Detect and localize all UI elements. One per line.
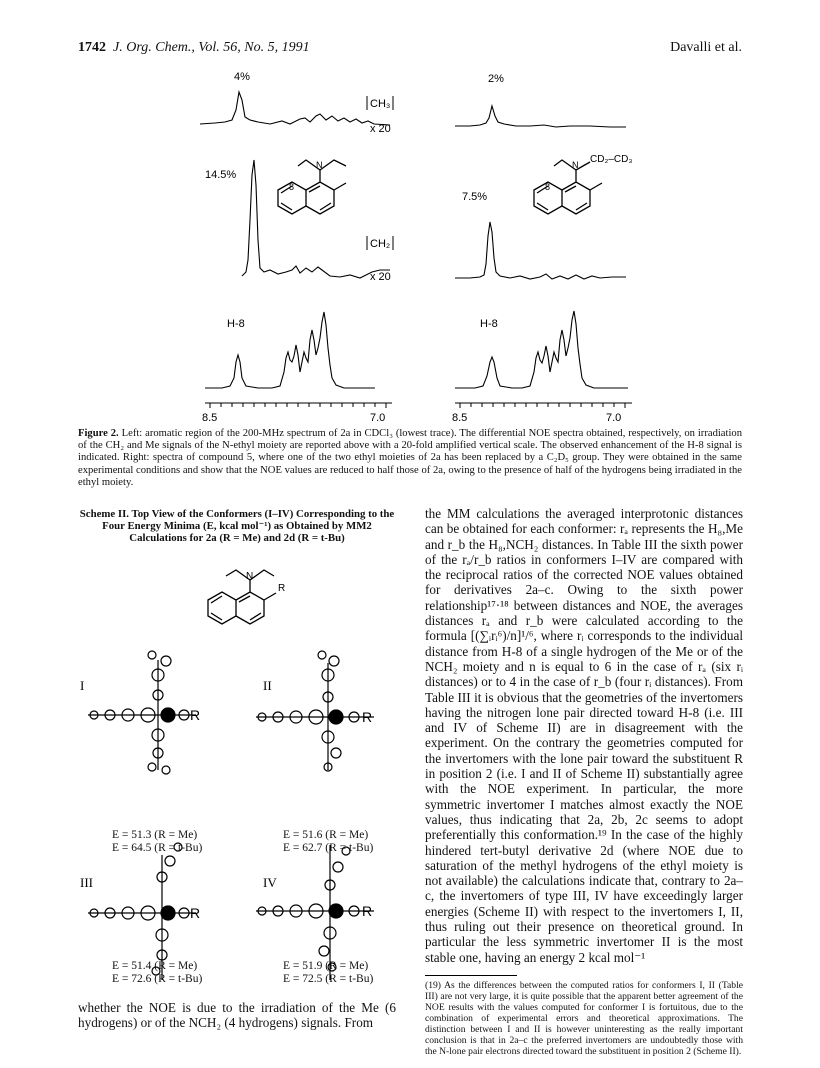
right-me-percent: 2%: [488, 73, 504, 85]
left-h8-label: H-8: [227, 318, 245, 330]
left-me-label: CH₃: [370, 98, 391, 110]
conformer-IV-label: IV: [263, 875, 277, 890]
left-molecule-atom-N: N: [316, 160, 323, 170]
left-column-bottom-text: whether the NOE is due to the irradiation of the Me (6 hydrogens) or of the NCH₂ (4 hydrogens) signals. From: [78, 1000, 396, 1031]
left-axis-label-left: 8.5: [202, 412, 218, 424]
left-ch2-percent: 14.5%: [205, 169, 237, 181]
footnote-rule: [425, 975, 517, 976]
right-axis-label-left: 8.5: [452, 412, 468, 424]
conformer-IV-energy-tbu: E = 72.5 (R = t-Bu): [283, 973, 374, 985]
figure-2-caption: [78, 428, 742, 489]
left-ch2-label: CH₂: [370, 238, 391, 250]
conformer-II-drawing: [256, 651, 374, 771]
right-column-body: the MM calculations the averaged interprotonic distances can be obtained for each conformer: rₐ represents the H₈,Me and r_b the H₈,NCH₂ distances. In Table III the sixth power of the rₐ/r_b ratios in conformers I–IV are compared with the reciprocal ratios of the corrected NOE values obtained for derivatives 2a–c. Owing to the sixth power relationship¹⁷·¹⁸ between distances and NOE, the averages distances rₐ and r_b were calculated according to the formula [(∑ᵢrᵢ⁶)/n]¹/⁶, where rᵢ corresponds to the individual distance from H-8 of a single hydrogen of the Me or of the NCH₂ moiety and n is equal to 6 in the case of rₐ (six rᵢ distances) or to 4 in the case of r_b (four rᵢ distances). From Table III it is obvious that the geometries of the invertomers having the nitrogen lone pair directed toward H-8 (i.e. III and IV of Scheme II) are in disagreement with the experiment. On the contrary the geometries computed for the invertomers with the lone pair toward the substituent R in position 2 (i.e. I and II of Scheme II) substantially agree with the NOE experiment. In particular, the more symmetric invertomer I matches almost exactly the NOE values, thus indicating that 2a, 2b, 2c seems to adopt preferentially this conformation.¹⁹ In the case of the highly hindered tert-butyl derivative 2d (where NOE due to saturation of the methyl hydrogens of the ethyl moiety is not available) the calculations indicate that, contrary to 2a–c, the invertomers of type III, IV have exceedingly larger energies (Scheme II) with respect to the invertomers I, II, thus ruling out their presence on theoretical ground. In particular the less symmetric invertomer II is the most stable one, having an energy 2 kcal mol⁻¹: [425, 506, 743, 965]
scheme-atom-R: R: [278, 583, 286, 594]
scheme-atom-N: N: [246, 571, 254, 582]
conformer-II-energies: [283, 829, 373, 855]
right-molecule-atom-8: 8: [545, 182, 551, 192]
scheme-2-title: Scheme II. Top View of the Conformers (I–IV) Corresponding to the Four Energy Minima (E, kcal mol⁻¹) as Obtained by MM2 Calculations for 2a (R = Me) and 2d (R = t-Bu): [79, 508, 395, 544]
conformer-III-energies: [112, 960, 202, 986]
conformer-I-R: R: [190, 707, 201, 723]
conformer-II-R: R: [362, 709, 373, 725]
conformer-IV-energies: [283, 960, 373, 986]
conformer-I-label: I: [80, 678, 85, 693]
left-me-scale: x 20: [370, 123, 391, 135]
conformer-III-energy-tbu: E = 72.6 (R = t-Bu): [112, 973, 203, 985]
figure-2: [0, 60, 820, 425]
left-axis-label-right: 7.0: [370, 412, 386, 424]
conformer-I-energy-me: E = 51.3 (R = Me): [112, 829, 198, 841]
conformer-III-label: III: [80, 875, 93, 890]
conformer-IV-energy-me: E = 51.9 (R = Me): [283, 960, 369, 972]
conformer-III-R: R: [190, 905, 201, 921]
conformer-I-energies: [112, 829, 202, 855]
figure-2-label: Figure 2.: [78, 428, 119, 439]
conformer-III-energy-me: E = 51.4 (R = Me): [112, 960, 198, 972]
right-molecule-cd-label: CD₂–CD₃: [590, 154, 633, 165]
conformer-I-drawing: [88, 651, 196, 774]
scheme-2-drawing: [78, 555, 408, 995]
running-header: [78, 40, 742, 60]
conformer-II-label: II: [263, 678, 272, 693]
conformer-II-energy-me: E = 51.6 (R = Me): [283, 829, 369, 841]
right-ch2-trace: [455, 222, 626, 279]
left-ch2-scale: x 20: [370, 271, 391, 283]
conformer-I-energy-tbu: E = 64.5 (R = t-Bu): [112, 842, 203, 854]
right-column: [425, 506, 743, 1057]
left-column: [78, 508, 396, 544]
journal-volume: Vol. 56, No. 5, 1991: [198, 40, 310, 55]
conformer-IV-R: R: [362, 903, 373, 919]
conformer-II-energy-tbu: E = 62.7 (R = t-Bu): [283, 842, 374, 854]
right-axis-label-right: 7.0: [606, 412, 622, 424]
footnote-19: (19) As the differences between the computed ratios for conformers I, II (Table III) are not very large, it is quite possible that the apparent better agreement of the NOE results with the values computed for conformer I is fortuitous, due to the combination of experimental errors and theoretical approximations. The distinction between I and II is however uninteresting as the really important conclusion is that in 2a–c the preferred invertomers are undoubtedly those with the N-lone pair electrons directed toward the substituent in position 2 (Scheme II).: [425, 979, 743, 1057]
right-h8-label: H-8: [480, 318, 498, 330]
left-me-trace: [200, 92, 390, 125]
right-molecule-atom-N: N: [572, 160, 579, 170]
right-me-trace: [455, 106, 626, 127]
left-ch2-trace: [242, 160, 390, 278]
right-ch2-percent: 7.5%: [462, 191, 488, 203]
left-molecule-atom-8: 8: [289, 182, 295, 192]
left-me-percent: 4%: [234, 71, 250, 83]
journal-name: J. Org. Chem.,: [113, 40, 195, 55]
header-left: [78, 40, 310, 56]
figure-2-caption-text: Left: aromatic region of the 200-MHz spectrum of 2a in CDCl₃ (lowest trace). The differential NOE spectra obtained, respectively, on irradiation of the CH₂ and Me signals of the N-ethyl moiety are reported above with a 20-fold amplified vertical scale. The observed enhancement of the H-8 signal is indicated. Right: spectra of compound 5, where one of the two ethyl moieties of 2a has been replaced by a C₂D₅ group. They were obtained in the same experimental conditions and show that the NOE values are reduced to half those of 2a, owing to the presence of half of the hydrogens being irradiated in the ethyl moiety.: [78, 428, 742, 488]
page-number: 1742: [78, 40, 106, 55]
header-authors: Davalli et al.: [670, 40, 742, 55]
